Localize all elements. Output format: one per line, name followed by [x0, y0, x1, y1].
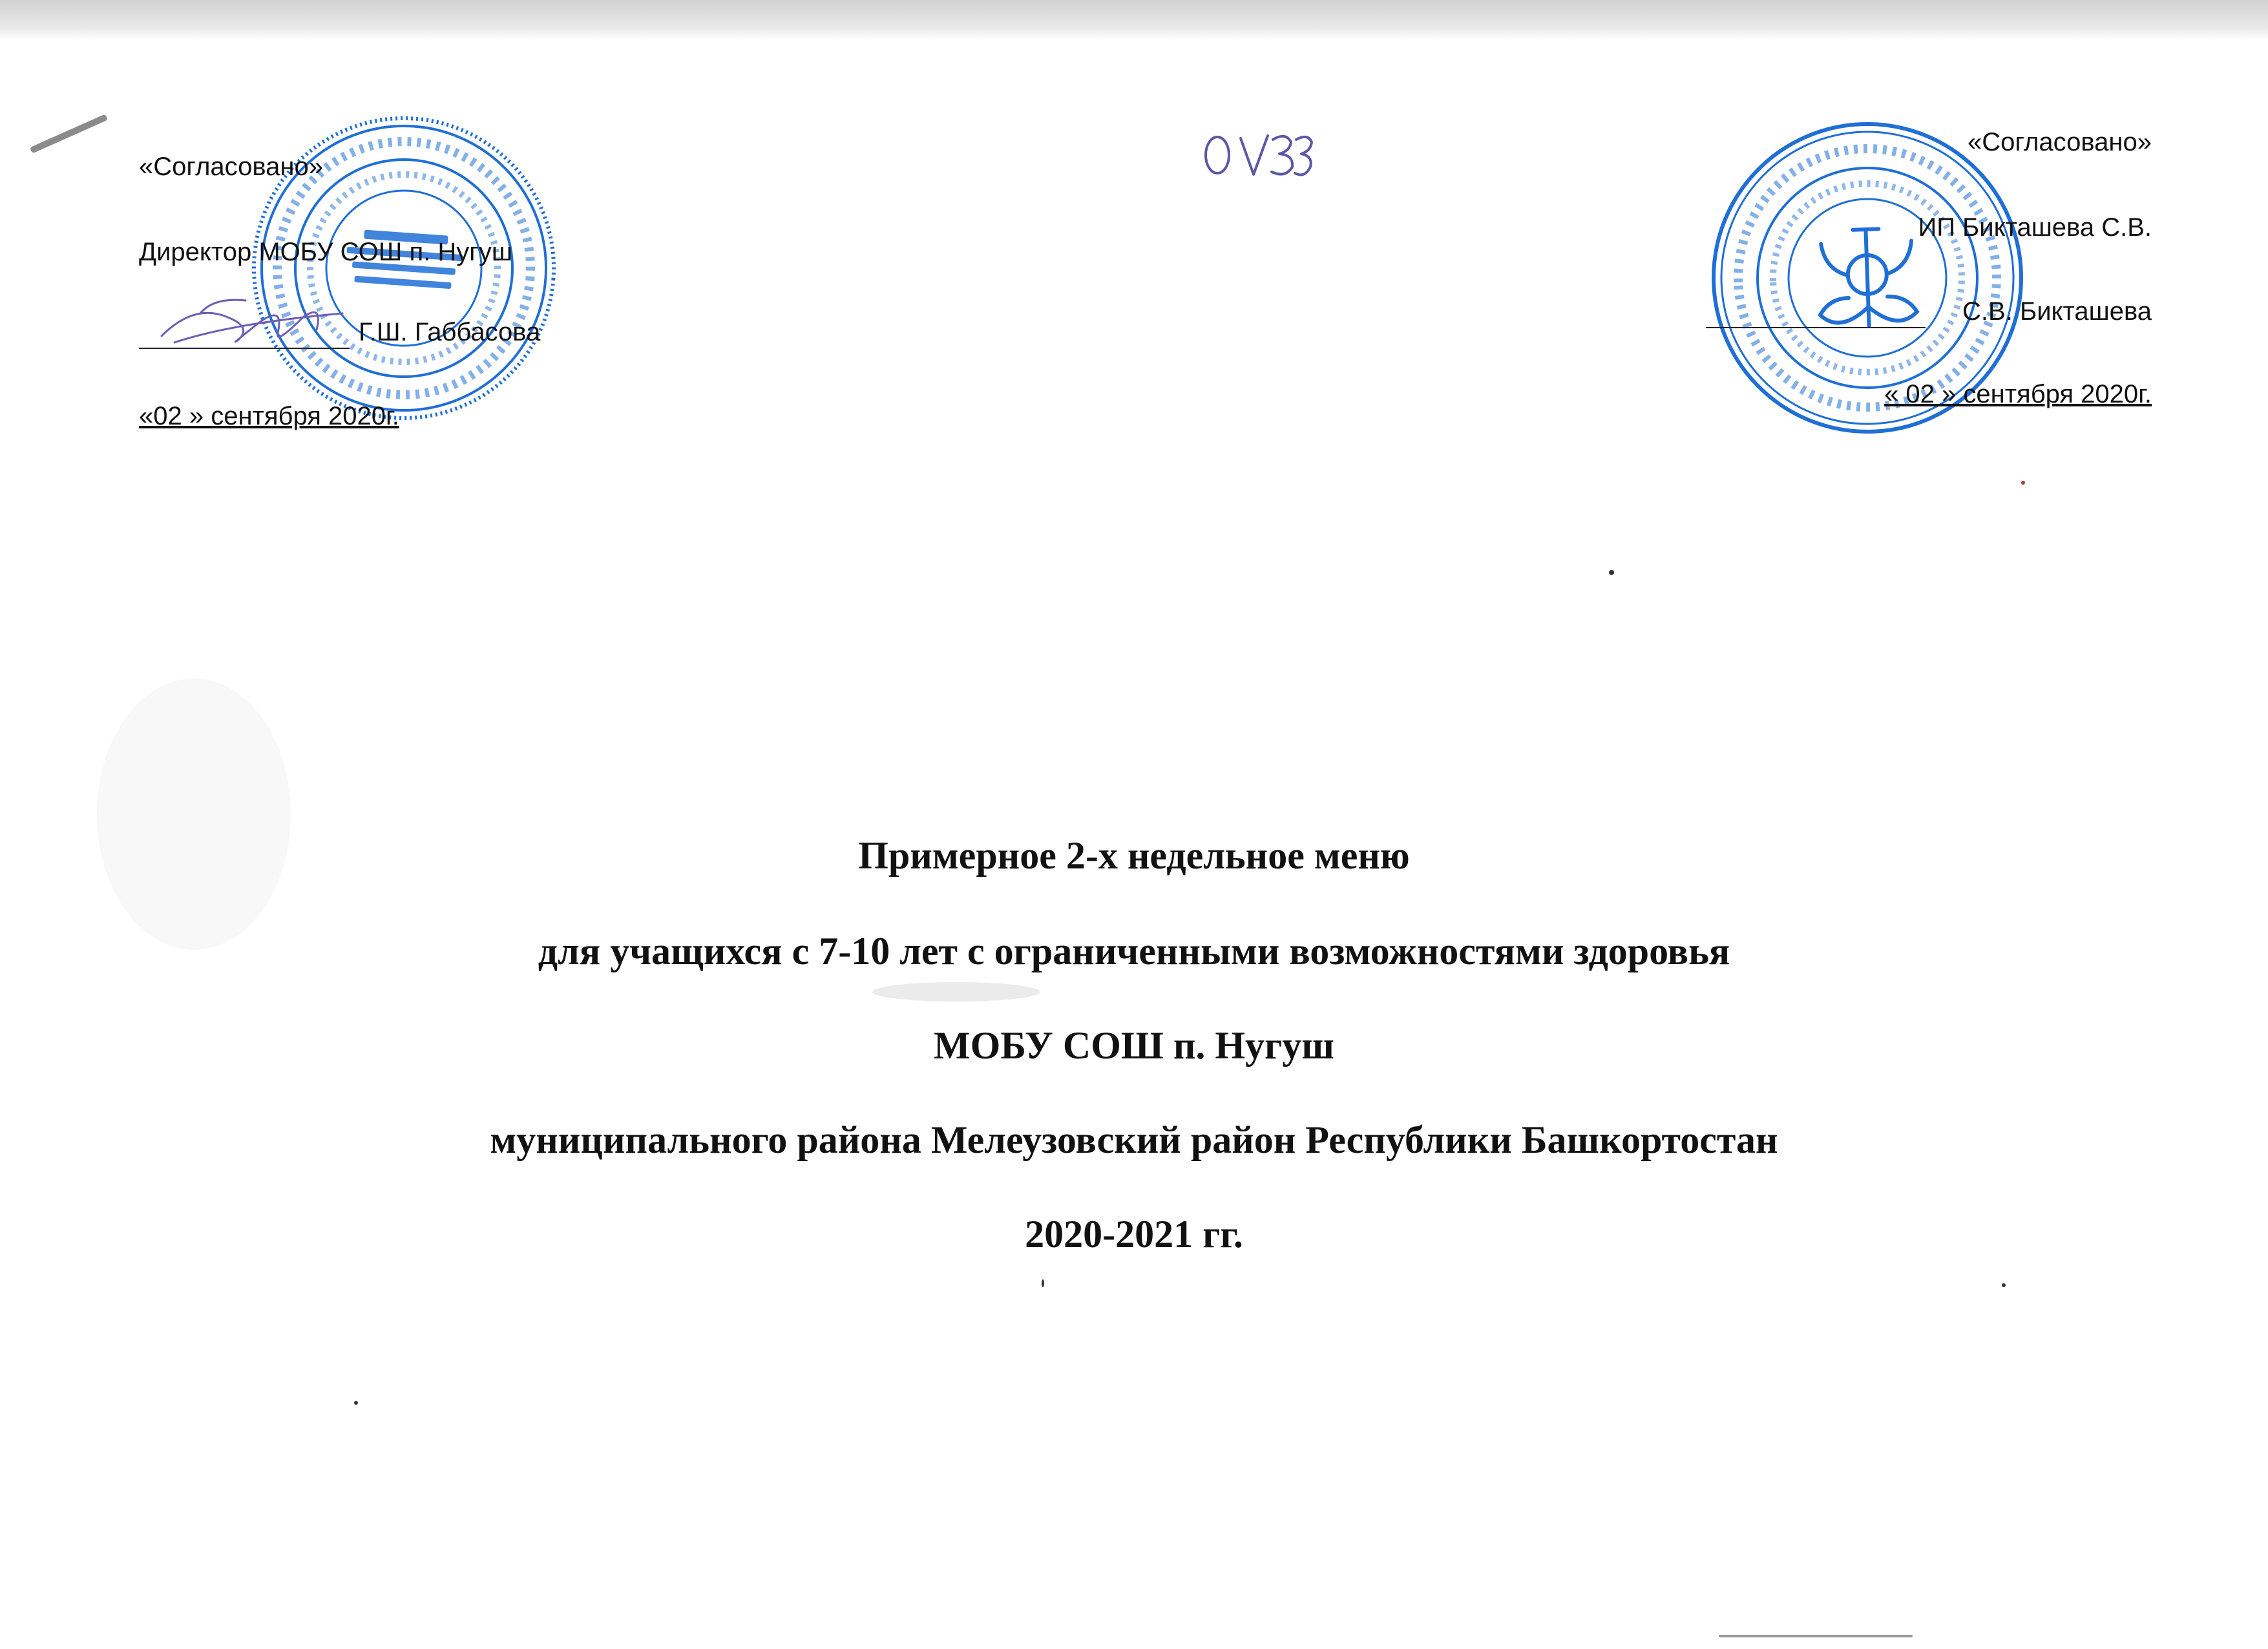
title-line-school: МОБУ СОШ п. Нугуш	[934, 1024, 1334, 1067]
title-line-district: муниципального района Мелеузовский район Республики Башкортостан	[490, 1119, 1778, 1161]
scan-bleedthrough	[97, 678, 291, 950]
approver-name: С.В. Бикташева	[1962, 297, 2152, 326]
title-line-menu: Примерное 2-х недельное меню	[858, 834, 1410, 877]
scan-speck	[2021, 481, 2025, 485]
approval-date: « 02 » сентября 2020г.	[1884, 380, 2152, 408]
title-line-audience: для учащихся с 7-10 лет с ограниченными возможностями здоровья	[538, 930, 1730, 972]
scan-speck	[354, 1401, 358, 1405]
approval-heading: «Согласовано»	[139, 152, 323, 181]
scan-smudge	[872, 982, 1040, 1002]
approver-position: ИП Бикташева С.В.	[1918, 213, 2152, 242]
approval-block-school	[139, 154, 578, 438]
handwritten-ovz-mark	[1201, 127, 1314, 181]
scan-scratch-mark	[30, 114, 108, 153]
signature-line	[1706, 327, 1926, 328]
approver-name: Г.Ш. Габбасова	[359, 318, 541, 346]
approver-position: Директор МОБУ СОШ п. Нугуш	[139, 238, 512, 266]
scan-edge-noise	[1719, 1635, 1913, 1637]
scan-speck	[2002, 1283, 2006, 1287]
approval-block-entrepreneur	[1706, 129, 2152, 414]
approval-date: «02 » сентября 2020г.	[139, 402, 399, 430]
signature-line	[139, 348, 350, 349]
title-line-years: 2020-2021 гг.	[1025, 1213, 1243, 1255]
scan-speck	[1609, 570, 1614, 575]
approval-heading: «Согласовано»	[1968, 128, 2152, 156]
scan-top-edge	[0, 0, 2268, 40]
scan-speck	[1042, 1279, 1044, 1287]
